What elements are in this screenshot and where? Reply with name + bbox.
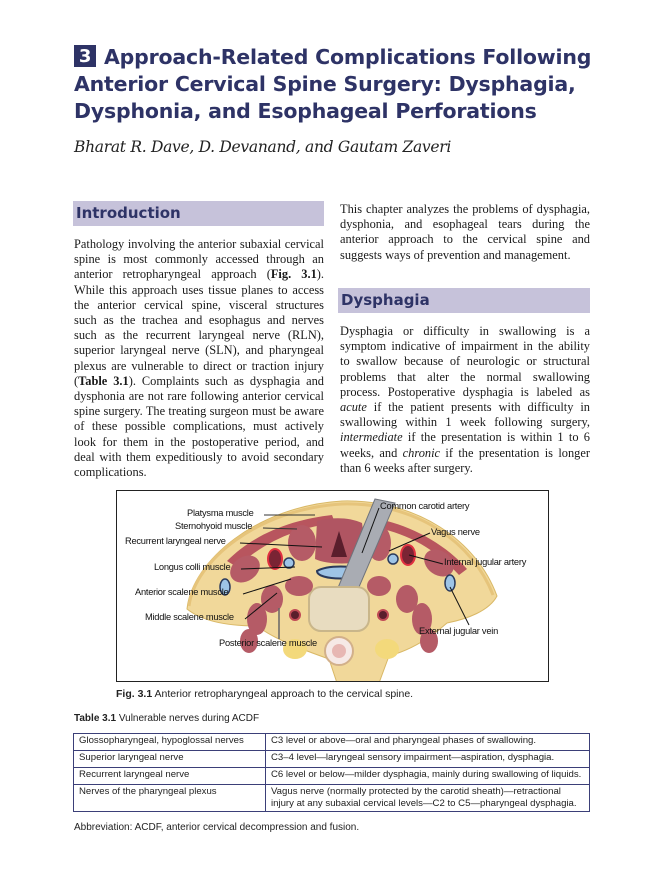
table-title-text: Vulnerable nerves during ACDF xyxy=(116,713,260,724)
figure-caption-label: Fig. 3.1 xyxy=(116,688,153,700)
internal-jugular-left xyxy=(268,549,282,569)
chapter-overview-text xyxy=(340,202,590,263)
term-acute: acute xyxy=(340,400,367,415)
table-cell-effect: C3–4 level—laryngeal sensory impairment—aspiration, dysphagia. xyxy=(266,751,590,768)
vertebral-artery-left xyxy=(290,610,300,620)
chapter-authors: Bharat R. Dave, D. Devanand, and Gautam Zaveri xyxy=(74,138,451,156)
table-row xyxy=(74,751,590,768)
dysphagia-body xyxy=(340,324,590,476)
table-cell-nerve: Superior laryngeal nerve xyxy=(74,751,266,768)
label-recurrent-laryngeal-nerve: Recurrent laryngeal nerve xyxy=(125,536,226,546)
carotid-left xyxy=(284,558,294,568)
text-run: if the presentation is longer than 6 weeks after surgery. xyxy=(340,445,591,475)
internal-jugular-right xyxy=(401,545,415,565)
label-common-carotid-artery: Common carotid artery xyxy=(380,501,470,511)
chapter-number-badge: 3 xyxy=(74,45,96,67)
term-intermediate: intermediate xyxy=(340,430,403,445)
vertebral-body xyxy=(309,587,369,631)
vertebral-artery-right xyxy=(378,610,388,620)
figure-caption xyxy=(116,688,413,700)
overview-paragraph: This chapter analyzes the problems of dysphagia, dysphonia, and esophageal tears during the anterior approach to the cervical spine and suggests ways of prevention and management. xyxy=(340,202,590,262)
table-cell-effect: C6 level or below—milder dysphagia, mainly during swallowing of liquids. xyxy=(266,768,590,785)
table-row xyxy=(74,785,590,812)
external-jugular-right xyxy=(445,575,455,591)
transverse-process-right xyxy=(375,639,399,659)
longus-colli-right xyxy=(367,576,391,596)
label-posterior-scalene-muscle: Posterior scalene muscle xyxy=(219,638,317,648)
text-run: Dysphagia or difficulty in swallowing is a symptom indicative of impairment in the ability to swallow because of neurologic or structural problems that alter the normal swallowing process. Postoperative dysphagia is labeled as xyxy=(340,324,590,399)
table-cell-nerve: Recurrent laryngeal nerve xyxy=(74,768,266,785)
spinal-cord-inner xyxy=(332,644,346,658)
table-cell-nerve: Nerves of the pharyngeal plexus xyxy=(74,785,266,812)
dysphagia-heading: Dysphagia xyxy=(338,288,590,313)
introduction-heading: Introduction xyxy=(73,201,324,226)
text-run: ). Complaints such as dysphagia and dysphonia are not rare following anterior cervical spine surgery. The treating surgeon must be aware of these possible complications, must actively look for them in the postoperative period, and deal with them expeditiously to avoid secondary complications. xyxy=(74,373,324,480)
chapter-title xyxy=(74,44,604,125)
chapter-title-text: Approach-Related Complications Following Anterior Cervical Spine Surgery: Dysphagia, Dysphonia, and Esophageal Perforations xyxy=(74,45,592,123)
introduction-body xyxy=(74,237,324,480)
text-run: ). While this approach uses tissue planes to access the anterior cervical spine, visceral structures such as the trachea and esophagus and nerves such as the recurrent laryngeal nerve (RLN), superior laryngeal nerve (SLN), and pharyngeal plexus are vulnerable to direct or traction injury ( xyxy=(74,267,325,388)
table-cell-nerve: Glossopharyngeal, hypoglossal nerves xyxy=(74,734,266,751)
table-row xyxy=(74,734,590,751)
carotid-right xyxy=(388,554,398,564)
figure-3-1 xyxy=(116,490,549,682)
label-middle-scalene-muscle: Middle scalene muscle xyxy=(145,612,234,622)
introduction-paragraph xyxy=(74,237,324,480)
figure-caption-text: Anterior retropharyngeal approach to the cervical spine. xyxy=(152,688,414,700)
table-abbreviation-note: Abbreviation: ACDF, anterior cervical decompression and fusion. xyxy=(74,822,360,833)
dysphagia-paragraph xyxy=(340,324,590,476)
label-vagus-nerve: Vagus nerve xyxy=(431,527,480,537)
table-label: Table 3.1 xyxy=(74,713,117,724)
label-anterior-scalene-muscle: Anterior scalene muscle xyxy=(135,587,229,597)
vulnerable-nerves-table xyxy=(73,733,590,812)
table-row xyxy=(74,768,590,785)
label-longus-colli-muscle: Longus colli muscle xyxy=(154,562,231,572)
table-reference-link[interactable]: Table 3.1 xyxy=(78,373,129,388)
sternohyoid-left xyxy=(288,525,316,561)
label-internal-jugular-artery: Internal jugular artery xyxy=(444,557,527,567)
table-title xyxy=(74,713,259,724)
table-cell-effect: Vagus nerve (normally protected by the carotid sheath)—retractional injury at any subaxial cervical levels—C2 to C5—pharyngeal dysphagia. xyxy=(266,785,590,812)
longus-colli-left xyxy=(285,576,313,596)
text-run: if the patient presents with difficulty in swallowing within 1 week following surgery, xyxy=(340,400,590,430)
label-external-jugular-vein: External jugular vein xyxy=(419,626,498,636)
table-cell-effect: C3 level or above—oral and pharyngeal phases of swallowing. xyxy=(266,734,590,751)
term-chronic: chronic xyxy=(402,445,441,460)
text-run: if the presentation is within 1 to 6 weeks, and xyxy=(340,430,590,460)
text-run: Pathology involving the anterior subaxial cervical spine is most commonly accessed through an anterior retropharyngeal approach ( xyxy=(74,237,324,282)
label-sternohyoid-muscle: Sternohyoid muscle xyxy=(175,521,253,531)
label-platysma-muscle: Platysma muscle xyxy=(187,508,254,518)
figure-reference-link[interactable]: Fig. 3.1 xyxy=(270,267,317,282)
